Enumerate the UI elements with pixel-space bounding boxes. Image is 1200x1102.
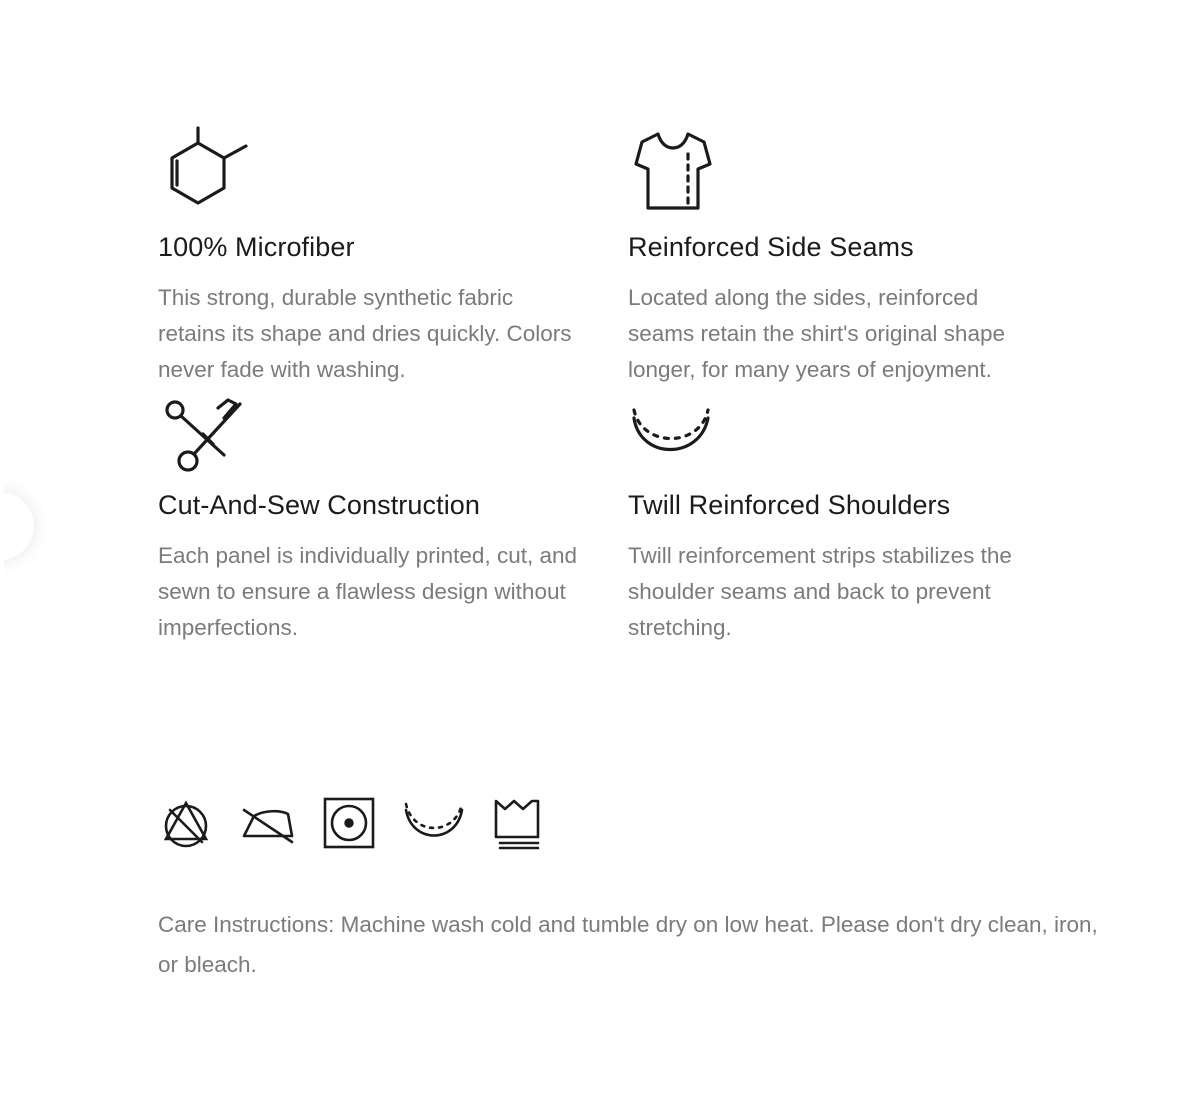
feature-title: Cut-And-Sew Construction [158,490,481,520]
care-instructions-text: Care Instructions: Machine wash cold and tumble dry on low heat. Please don't dry clean, iron, or bleach. [158,912,1098,977]
do-not-dry-clean-icon [402,798,466,848]
feature-description: Each panel is individually printed, cut, and sewn to ensure a flawless design without imperfections. [158,543,578,640]
feature-item [628,120,1098,388]
feature-title: Twill Reinforced Shoulders [628,490,951,520]
feature-item [628,388,1098,646]
edge-decoration-mask [0,470,4,582]
hexagon-molecule-icon [158,120,588,216]
tshirt-side-seams-icon [628,120,1058,216]
edge-decoration [0,492,34,560]
feature-title: 100% Microfiber [158,232,355,262]
feature-description: Located along the sides, reinforced seams retain the shirt's original shape longer, for many years of enjoyment. [628,285,1005,382]
tumble-dry-low-icon [322,796,376,850]
do-not-iron-icon [240,800,296,846]
do-not-bleach-icon [158,795,214,851]
feature-item [158,388,628,646]
care-symbols-row [158,795,546,851]
features-grid [158,120,1098,646]
feature-description: Twill reinforcement strips stabilizes the shoulder seams and back to prevent stretching. [628,543,1012,640]
feature-item [158,120,628,388]
machine-wash-cold-icon [492,795,546,851]
scissors-icon [158,388,588,474]
shoulder-arc-stitch-icon [628,388,1058,474]
feature-title: Reinforced Side Seams [628,232,914,262]
feature-description: This strong, durable synthetic fabric retains its shape and dries quickly. Colors never fade with washing. [158,285,572,382]
